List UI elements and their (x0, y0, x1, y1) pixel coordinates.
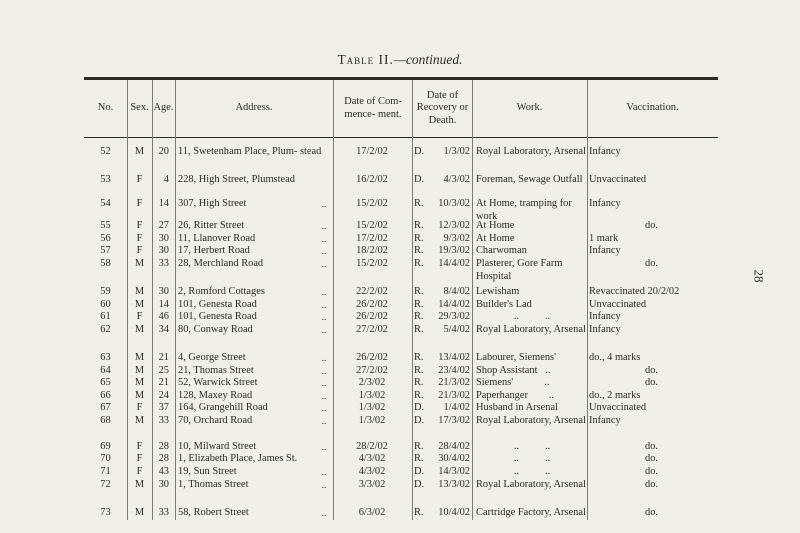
cell-vaccination: do. (645, 220, 658, 231)
cell-no: 58 (100, 258, 111, 269)
cell-outcome-date: 23/4/02 (438, 365, 470, 376)
cell-commencement: 1/3/02 (358, 402, 386, 413)
cell-outcome-date: 10/3/02 (438, 198, 470, 209)
cell-outcome: R. (414, 377, 424, 388)
cell-sex: F (136, 174, 143, 185)
cell-address: 11, Llanover Road (178, 233, 256, 244)
cell-no: 72 (100, 479, 111, 490)
cell-outcome: D. (414, 402, 425, 413)
column-divider (175, 80, 176, 520)
cell-age: 27 (158, 220, 169, 231)
cell-no: 67 (100, 402, 111, 413)
cell-work: Labourer, Siemens' (476, 352, 556, 363)
cell-vaccination: Unvaccinated (589, 174, 647, 185)
cell-age: 33 (158, 258, 169, 269)
cell-outcome: D. (414, 479, 425, 490)
cell-vaccination: do. (645, 377, 658, 388)
cell-work: At Home, tramping for work (476, 198, 572, 222)
leader-dots: .. (321, 391, 327, 401)
cell-no: 66 (100, 390, 111, 401)
cell-age: 30 (158, 286, 169, 297)
cell-work: Royal Laboratory, Arsenal (476, 479, 586, 490)
cell-work: Charwoman (476, 245, 527, 256)
cell-address: 10, Milward Street (178, 441, 257, 452)
leader-dots: .. (321, 366, 327, 376)
cell-vaccination: Infancy (589, 415, 621, 426)
cell-outcome-date: 13/3/02 (438, 479, 470, 490)
cell-vaccination: Infancy (589, 311, 621, 322)
cell-vaccination: 1 mark (589, 233, 619, 244)
cell-commencement: 6/3/02 (358, 507, 386, 518)
cell-outcome-date: 14/4/02 (438, 299, 470, 310)
cell-vaccination: do. (645, 466, 658, 477)
cell-age: 46 (158, 311, 169, 322)
cell-outcome-date: 5/4/02 (443, 324, 470, 335)
cell-work: Foreman, Sewage Outfall (476, 174, 583, 185)
cell-sex: F (136, 441, 143, 452)
cell-outcome: R. (414, 258, 424, 269)
cell-outcome-date: 17/3/02 (438, 415, 470, 426)
cell-commencement: 4/3/02 (358, 453, 386, 464)
cell-vaccination: do. (645, 479, 658, 490)
cell-outcome-date: 8/4/02 (443, 286, 470, 297)
table-title (0, 52, 800, 68)
cell-age: 33 (158, 507, 169, 518)
cell-no: 52 (100, 146, 111, 157)
cell-work: Builder's Lad (476, 299, 532, 310)
cell-work: Husband in Arsenal (476, 402, 558, 413)
cell-commencement: 27/2/02 (356, 324, 388, 335)
leader-dots: .. (321, 300, 327, 310)
page-number: 28 (751, 269, 767, 283)
cell-work: .. .. (513, 453, 551, 464)
cell-outcome-date: 1/4/02 (443, 402, 470, 413)
leader-dots: .. (321, 234, 327, 244)
cell-address: 26, Ritter Street (178, 220, 245, 231)
cell-outcome-date: 21/3/02 (438, 390, 470, 401)
cell-no: 61 (100, 311, 111, 322)
cell-outcome: R. (414, 352, 424, 363)
cell-vaccination: do. (645, 365, 658, 376)
leader-dots: .. (321, 467, 327, 477)
cell-commencement: 27/2/02 (356, 365, 388, 376)
leader-dots: .. (321, 199, 327, 209)
cell-commencement: 22/2/02 (356, 286, 388, 297)
cell-outcome: R. (414, 507, 424, 518)
cell-address: 4, George Street (178, 352, 246, 363)
cell-no: 57 (100, 245, 111, 256)
cell-sex: M (134, 146, 145, 157)
cell-outcome: D. (414, 466, 425, 477)
cell-no: 62 (100, 324, 111, 335)
cell-outcome-date: 28/4/02 (438, 441, 470, 452)
cell-commencement: 15/2/02 (356, 220, 388, 231)
leader-dots: .. (321, 325, 327, 335)
cell-age: 25 (158, 365, 169, 376)
cell-commencement: 26/2/02 (356, 311, 388, 322)
cell-commencement: 18/2/02 (356, 245, 388, 256)
cell-outcome: R. (414, 390, 424, 401)
cell-outcome-date: 10/4/02 (438, 507, 470, 518)
cell-outcome: R. (414, 453, 424, 464)
leader-dots: .. (321, 480, 327, 490)
leader-dots: .. (321, 416, 327, 426)
cell-age: 28 (158, 441, 169, 452)
cell-outcome: R. (414, 299, 424, 310)
leader-dots: .. (321, 353, 327, 363)
cell-no: 54 (100, 198, 111, 209)
cell-address: 80, Conway Road (178, 324, 253, 335)
leader-dots: .. (321, 312, 327, 322)
cell-address: 58, Robert Street (178, 507, 249, 518)
column-divider (472, 80, 473, 520)
cell-age: 34 (158, 324, 169, 335)
cell-work: Royal Laboratory, Arsenal (476, 324, 586, 335)
cell-no: 60 (100, 299, 111, 310)
cell-outcome-date: 14/4/02 (438, 258, 470, 269)
cell-age: 30 (158, 479, 169, 490)
cell-outcome: D. (414, 415, 425, 426)
cell-outcome: R. (414, 245, 424, 256)
cell-address: 1, Thomas Street (178, 479, 249, 490)
cell-vaccination: do. (645, 441, 658, 452)
cell-vaccination: do., 4 marks (589, 352, 641, 363)
cell-no: 59 (100, 286, 111, 297)
cell-work: Shop Assistant .. (476, 365, 551, 376)
cell-vaccination: Revaccinated 20/2/02 (589, 286, 680, 297)
cell-outcome: R. (414, 311, 424, 322)
cell-no: 65 (100, 377, 111, 388)
cell-vaccination: do., 2 marks (589, 390, 641, 401)
cell-age: 33 (158, 415, 169, 426)
cell-sex: M (134, 479, 145, 490)
cell-vaccination: Infancy (589, 324, 621, 335)
cell-sex: M (134, 390, 145, 401)
cell-no: 53 (100, 174, 111, 185)
cell-outcome: R. (414, 233, 424, 244)
cell-address: 21, Thomas Street (178, 365, 254, 376)
cell-age: 37 (158, 402, 169, 413)
cell-no: 64 (100, 365, 111, 376)
cell-address: 17, Herbert Road (178, 245, 250, 256)
cell-sex: M (134, 365, 145, 376)
cell-no: 73 (100, 507, 111, 518)
cell-age: 4 (163, 174, 169, 185)
cell-commencement: 4/3/02 (358, 466, 386, 477)
cell-work: .. .. (513, 441, 551, 452)
cell-outcome-date: 30/4/02 (438, 453, 470, 464)
cell-work: .. .. (513, 311, 551, 322)
cell-outcome-date: 1/3/02 (443, 146, 470, 157)
cell-no: 68 (100, 415, 111, 426)
cell-address: 228, High Street, Plumstead (178, 174, 295, 185)
cell-commencement: 1/3/02 (358, 390, 386, 401)
cell-age: 20 (158, 146, 169, 157)
cell-vaccination: Infancy (589, 146, 621, 157)
cell-outcome: R. (414, 198, 424, 209)
cell-sex: F (136, 245, 143, 256)
cell-sex: M (134, 507, 145, 518)
cell-address: 101, Genesta Road (178, 311, 257, 322)
cell-sex: M (134, 377, 145, 388)
cell-address: 1, Elizabeth Place, James St. (178, 453, 298, 464)
cell-commencement: 26/2/02 (356, 352, 388, 363)
cell-address: 164, Grangehill Road (178, 402, 268, 413)
header-age: Age. (153, 102, 174, 114)
cell-sex: M (134, 324, 145, 335)
cell-work: Plasterer, Gore Farm Hospital (476, 258, 563, 282)
cell-address: 101, Genesta Road (178, 299, 257, 310)
cell-outcome: R. (414, 324, 424, 335)
header-work: Work. (516, 102, 543, 114)
title-prefix: Table II. (337, 52, 394, 67)
header-address: Address. (235, 102, 273, 114)
cell-sex: F (136, 466, 143, 477)
cell-sex: F (136, 311, 143, 322)
cell-age: 14 (158, 299, 169, 310)
cell-age: 28 (158, 453, 169, 464)
cell-outcome: R. (414, 220, 424, 231)
cell-commencement: 16/2/02 (356, 174, 388, 185)
cell-address: 128, Maxey Road (178, 390, 253, 401)
leader-dots: .. (321, 246, 327, 256)
cell-no: 63 (100, 352, 111, 363)
leader-dots: .. (321, 221, 327, 231)
cell-commencement: 15/2/02 (356, 198, 388, 209)
header-rule (84, 137, 718, 138)
cell-vaccination: do. (645, 258, 658, 269)
header-sex: Sex. (130, 102, 149, 114)
cell-outcome-date: 13/4/02 (438, 352, 470, 363)
cell-outcome-date: 12/3/02 (438, 220, 470, 231)
cell-sex: M (134, 352, 145, 363)
cell-outcome-date: 29/3/02 (438, 311, 470, 322)
cell-address: 52, Warwick Street (178, 377, 258, 388)
cell-age: 21 (158, 352, 169, 363)
cell-outcome-date: 19/3/02 (438, 245, 470, 256)
leader-dots: .. (321, 378, 327, 388)
leader-dots: .. (321, 403, 327, 413)
title-suffix: —continued. (393, 52, 463, 67)
cell-sex: M (134, 415, 145, 426)
header-commencement: Date of Com- mence- ment. (344, 96, 402, 120)
cell-commencement: 1/3/02 (358, 415, 386, 426)
cell-work: Lewisham (476, 286, 520, 297)
cell-outcome: D. (414, 174, 425, 185)
cell-address: 19, Sun Street (178, 466, 237, 477)
cell-outcome-date: 21/3/02 (438, 377, 470, 388)
cell-sex: F (136, 220, 143, 231)
leader-dots: .. (321, 442, 327, 452)
cell-sex: F (136, 233, 143, 244)
cell-commencement: 17/2/02 (356, 146, 388, 157)
cell-no: 69 (100, 441, 111, 452)
cell-age: 24 (158, 390, 169, 401)
cell-work: Paperhanger .. (476, 390, 554, 401)
cell-address: 70, Orchard Road (178, 415, 253, 426)
cell-vaccination: do. (645, 507, 658, 518)
leader-dots: .. (321, 259, 327, 269)
leader-dots: .. (321, 287, 327, 297)
cell-commencement: 17/2/02 (356, 233, 388, 244)
cell-outcome: R. (414, 286, 424, 297)
cell-outcome-date: 9/3/02 (443, 233, 470, 244)
cell-no: 56 (100, 233, 111, 244)
cell-work: At Home (476, 220, 515, 231)
cell-outcome: R. (414, 365, 424, 376)
header-vaccination: Vaccination. (626, 102, 679, 114)
cell-outcome: D. (414, 146, 425, 157)
cell-address: 307, High Street (178, 198, 247, 209)
cell-sex: F (136, 198, 143, 209)
cell-no: 70 (100, 453, 111, 464)
cell-sex: M (134, 299, 145, 310)
cell-vaccination: Infancy (589, 198, 621, 209)
cell-address: 2, Romford Cottages (178, 286, 265, 297)
cell-commencement: 15/2/02 (356, 258, 388, 269)
cell-work: Cartridge Factory, Arsenal (476, 507, 586, 518)
cell-outcome-date: 14/3/02 (438, 466, 470, 477)
cell-sex: F (136, 453, 143, 464)
cell-work: Royal Laboratory, Arsenal (476, 415, 586, 426)
cell-work: .. .. (513, 466, 551, 477)
cell-outcome: R. (414, 441, 424, 452)
cell-address: 11, Swetenham Place, Plum- stead (178, 146, 322, 157)
cell-commencement: 28/2/02 (356, 441, 388, 452)
cell-vaccination: Unvaccinated (589, 299, 647, 310)
cell-commencement: 2/3/02 (358, 377, 386, 388)
cell-outcome-date: 4/3/02 (443, 174, 470, 185)
column-divider (412, 80, 413, 520)
cell-age: 43 (158, 466, 169, 477)
cell-commencement: 26/2/02 (356, 299, 388, 310)
cell-no: 55 (100, 220, 111, 231)
cell-work: Royal Laboratory, Arsenal (476, 146, 586, 157)
cell-work: At Home (476, 233, 515, 244)
cell-sex: M (134, 286, 145, 297)
header-recovery: Date of Recovery or Death. (416, 89, 469, 126)
cell-vaccination: Infancy (589, 245, 621, 256)
cell-vaccination: do. (645, 453, 658, 464)
cell-sex: F (136, 402, 143, 413)
cell-no: 71 (100, 466, 111, 477)
cell-vaccination: Unvaccinated (589, 402, 647, 413)
cell-age: 14 (158, 198, 169, 209)
cell-address: 28, Merchland Road (178, 258, 264, 269)
cell-sex: M (134, 258, 145, 269)
cell-age: 30 (158, 233, 169, 244)
cell-work: Siemens' .. (476, 377, 550, 388)
cell-age: 30 (158, 245, 169, 256)
cell-age: 21 (158, 377, 169, 388)
header-no: No. (97, 102, 114, 114)
cell-commencement: 3/3/02 (358, 479, 386, 490)
leader-dots: .. (321, 508, 327, 518)
